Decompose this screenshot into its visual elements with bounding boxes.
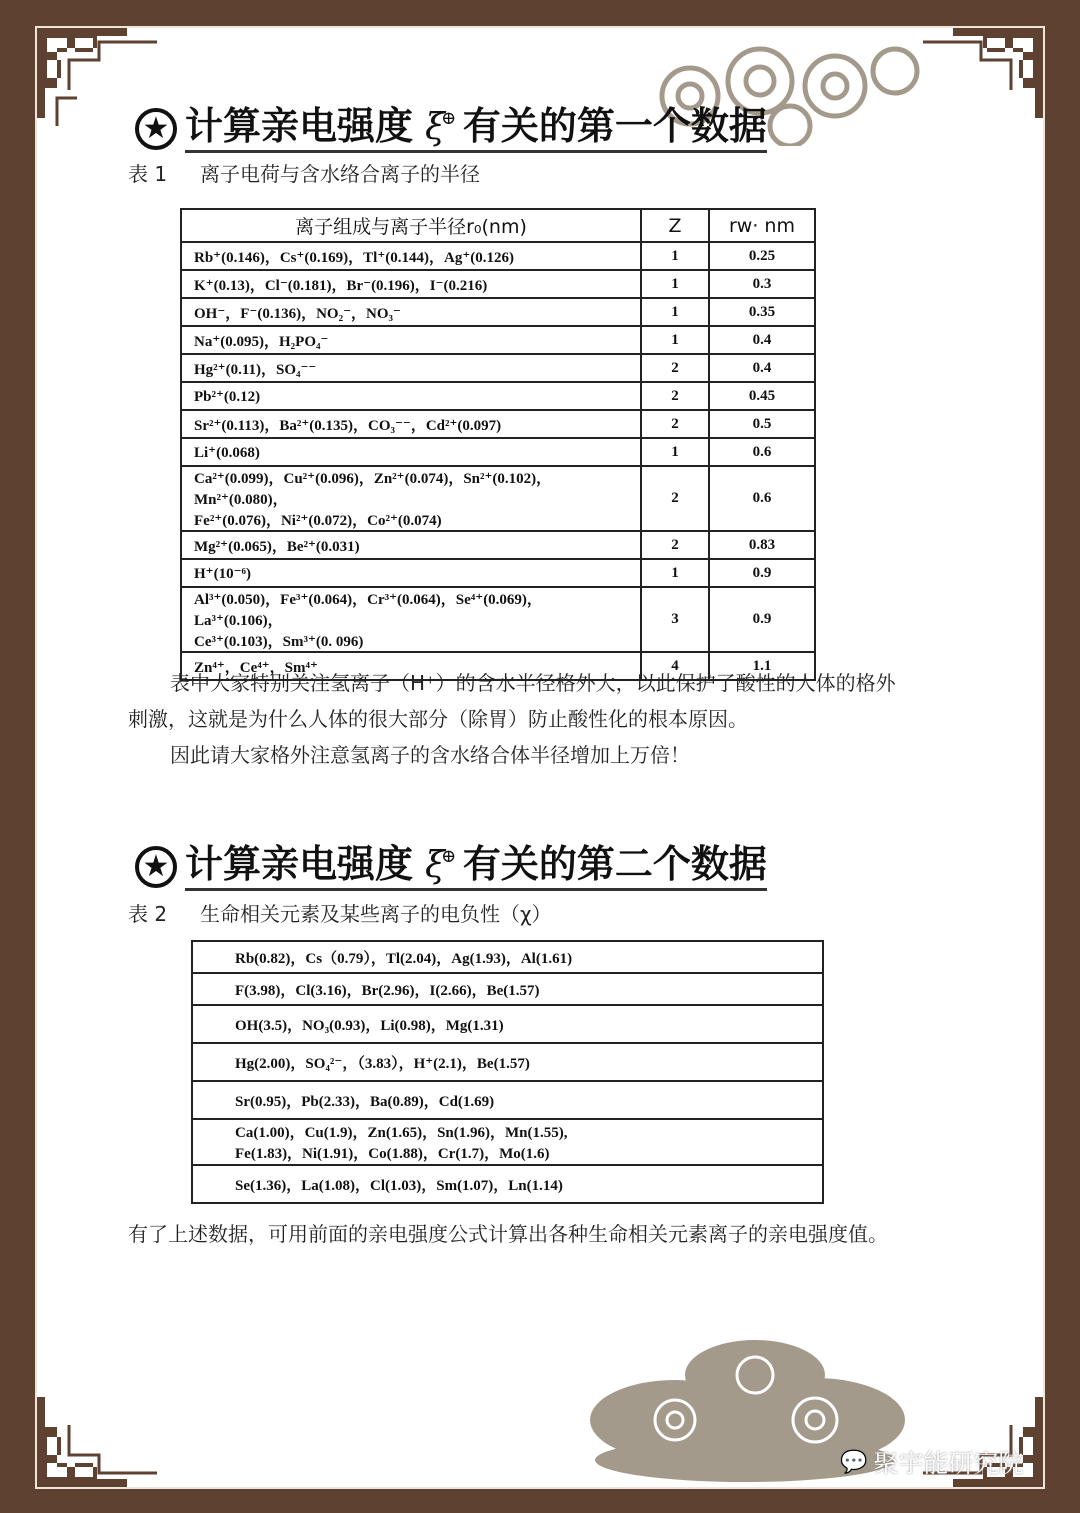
radius-cell: 0.83 (709, 531, 815, 559)
electronegativity-table (191, 940, 824, 1204)
electronegativity-cell: Sr(0.95)，Pb(2.33)，Ba(0.89)，Cd(1.69) (192, 1081, 823, 1119)
electronegativity-cell: F(3.98)，Cl(3.16)，Br(2.96)，I(2.66)，Be(1.57) (192, 973, 823, 1005)
wechat-icon: 💬 (840, 1449, 868, 1475)
ion-cell: Sr²⁺(0.113)，Ba²⁺(0.135)，CO₃⁻⁻，Cd²⁺(0.097) (181, 410, 641, 438)
table-row (181, 326, 815, 354)
paragraph-line: 刺激，这就是为什么人体的很大部分（除胃）防止酸性化的根本原因。 (128, 707, 748, 731)
ion-cell: Li⁺(0.068) (181, 438, 641, 466)
table-row (181, 354, 815, 382)
table-row (181, 531, 815, 559)
circled-star-icon: ★ (135, 846, 177, 888)
table-row (192, 1165, 823, 1203)
header-ion-composition: 离子组成与离子半径r₀(nm) (181, 209, 641, 242)
ion-cell: OH⁻，F⁻(0.136)，NO₂⁻，NO₃⁻ (181, 298, 641, 326)
watermark-text: 聚宇能研究院 (873, 1449, 1024, 1478)
xi-symbol: ξ ⊕ (425, 845, 457, 886)
electronegativity-cell: Hg(2.00)，SO₄²⁻，（3.83），H⁺(2.1)，Be(1.57) (192, 1043, 823, 1081)
ion-cell: Pb²⁺(0.12) (181, 382, 641, 410)
ion-cell: K⁺(0.13)，Cl⁻(0.181)，Br⁻(0.196)，I⁻(0.216) (181, 270, 641, 298)
charge-cell: 1 (641, 326, 709, 354)
table-row (181, 382, 815, 410)
charge-cell: 4 (641, 652, 709, 680)
ion-cell: Na⁺(0.095)，H₂PO₄⁻ (181, 326, 641, 354)
table-row (181, 410, 815, 438)
table-row (181, 438, 815, 466)
table-row (192, 1005, 823, 1043)
conclusion-text: 有了上述数据，可用前面的亲电强度公式计算出各种生命相关元素离子的亲电强度值。 (128, 1222, 888, 1246)
ion-cell: H⁺(10⁻⁶) (181, 559, 641, 587)
radius-cell: 1.1 (709, 652, 815, 680)
xi-symbol: ξ ⊕ (425, 107, 457, 148)
paragraph-line: 表中大家特别关注氢离子（H⁺）的含水半径格外大，以此保护了酸性的人体的格外 (170, 671, 896, 695)
table-row (181, 587, 815, 652)
radius-cell: 0.45 (709, 382, 815, 410)
section-1-title: 计算亲电强度 ξ ⊕ 有关的第一个数据 (185, 104, 767, 153)
electronegativity-cell: Se(1.36)，La(1.08)，Cl(1.03)，Sm(1.07)，Ln(1.14) (192, 1165, 823, 1203)
charge-cell: 1 (641, 559, 709, 587)
table-row (181, 270, 815, 298)
electronegativity-cell: OH(3.5)，NO₃(0.93)，Li(0.98)，Mg(1.31) (192, 1005, 823, 1043)
charge-cell: 2 (641, 531, 709, 559)
table-row (181, 298, 815, 326)
paragraph-line: 因此请大家格外注意氢离子的含水络合体半径增加上万倍！ (170, 743, 690, 767)
radius-cell: 0.4 (709, 354, 815, 382)
charge-cell: 1 (641, 242, 709, 270)
charge-cell: 2 (641, 466, 709, 531)
radius-cell: 0.35 (709, 298, 815, 326)
section-2-title: 计算亲电强度 ξ ⊕ 有关的第二个数据 (185, 842, 767, 891)
table-row (181, 242, 815, 270)
circled-star-icon: ★ (135, 108, 177, 150)
table-row (192, 973, 823, 1005)
ion-cell: Ca²⁺(0.099)，Cu²⁺(0.096)，Zn²⁺(0.074)，Sn²⁺(0.102)，Mn²⁺(0.080)， Fe²⁺(0.076)，Ni²⁺(0.072)，Co²⁺(0.074) (181, 466, 641, 531)
table-row (192, 941, 823, 973)
charge-cell: 1 (641, 270, 709, 298)
header-rw: rw· nm (709, 209, 815, 242)
charge-cell: 2 (641, 410, 709, 438)
table-row (192, 1043, 823, 1081)
ion-cell: Al³⁺(0.050)，Fe³⁺(0.064)，Cr³⁺(0.064)，Se⁴⁺(0.069)，La³⁺(0.106)， Ce³⁺(0.103)，Sm³⁺(0. 096) (181, 587, 641, 652)
section-2-heading (135, 842, 767, 891)
radius-cell: 0.4 (709, 326, 815, 354)
watermark (840, 1444, 1023, 1480)
ion-cell: Hg²⁺(0.11)，SO₄⁻⁻ (181, 354, 641, 382)
charge-cell: 3 (641, 587, 709, 652)
radius-cell: 0.9 (709, 587, 815, 652)
radius-cell: 0.9 (709, 559, 815, 587)
radius-cell: 0.3 (709, 270, 815, 298)
radius-cell: 0.25 (709, 242, 815, 270)
table-row (192, 1119, 823, 1165)
ion-cell: Rb⁺(0.146)，Cs⁺(0.169)，Tl⁺(0.144)，Ag⁺(0.126) (181, 242, 641, 270)
table-row (181, 559, 815, 587)
ion-cell: Mg²⁺(0.065)，Be²⁺(0.031) (181, 531, 641, 559)
electronegativity-cell: Rb(0.82)，Cs（0.79），Tl(2.04)，Ag(1.93)，Al(1.61) (192, 941, 823, 973)
charge-cell: 1 (641, 298, 709, 326)
corner-fret-bottom-left (37, 1387, 157, 1487)
section-1-heading (135, 104, 767, 153)
ion-cell: Zn⁴⁺，Ce⁴⁺，Sm⁴⁺ (181, 652, 641, 680)
table-row (181, 466, 815, 531)
electronegativity-cell: Ca(1.00)，Cu(1.9)，Zn(1.65)，Sn(1.96)，Mn(1.55), Fe(1.83)，Ni(1.91)，Co(1.88)，Cr(1.7)，Mo(1.6) (192, 1119, 823, 1165)
radius-cell: 0.5 (709, 410, 815, 438)
radius-cell: 0.6 (709, 438, 815, 466)
corner-fret-top-right (923, 28, 1043, 128)
table-1-caption: 表 1 离子电荷与含水络合离子的半径 (128, 162, 480, 186)
charge-cell: 2 (641, 382, 709, 410)
ion-radius-table (180, 208, 816, 681)
header-z: Z (641, 209, 709, 242)
table-2-caption: 表 2 生命相关元素及某些离子的电负性（χ） (128, 902, 552, 926)
table-row (192, 1081, 823, 1119)
charge-cell: 2 (641, 354, 709, 382)
radius-cell: 0.6 (709, 466, 815, 531)
charge-cell: 1 (641, 438, 709, 466)
